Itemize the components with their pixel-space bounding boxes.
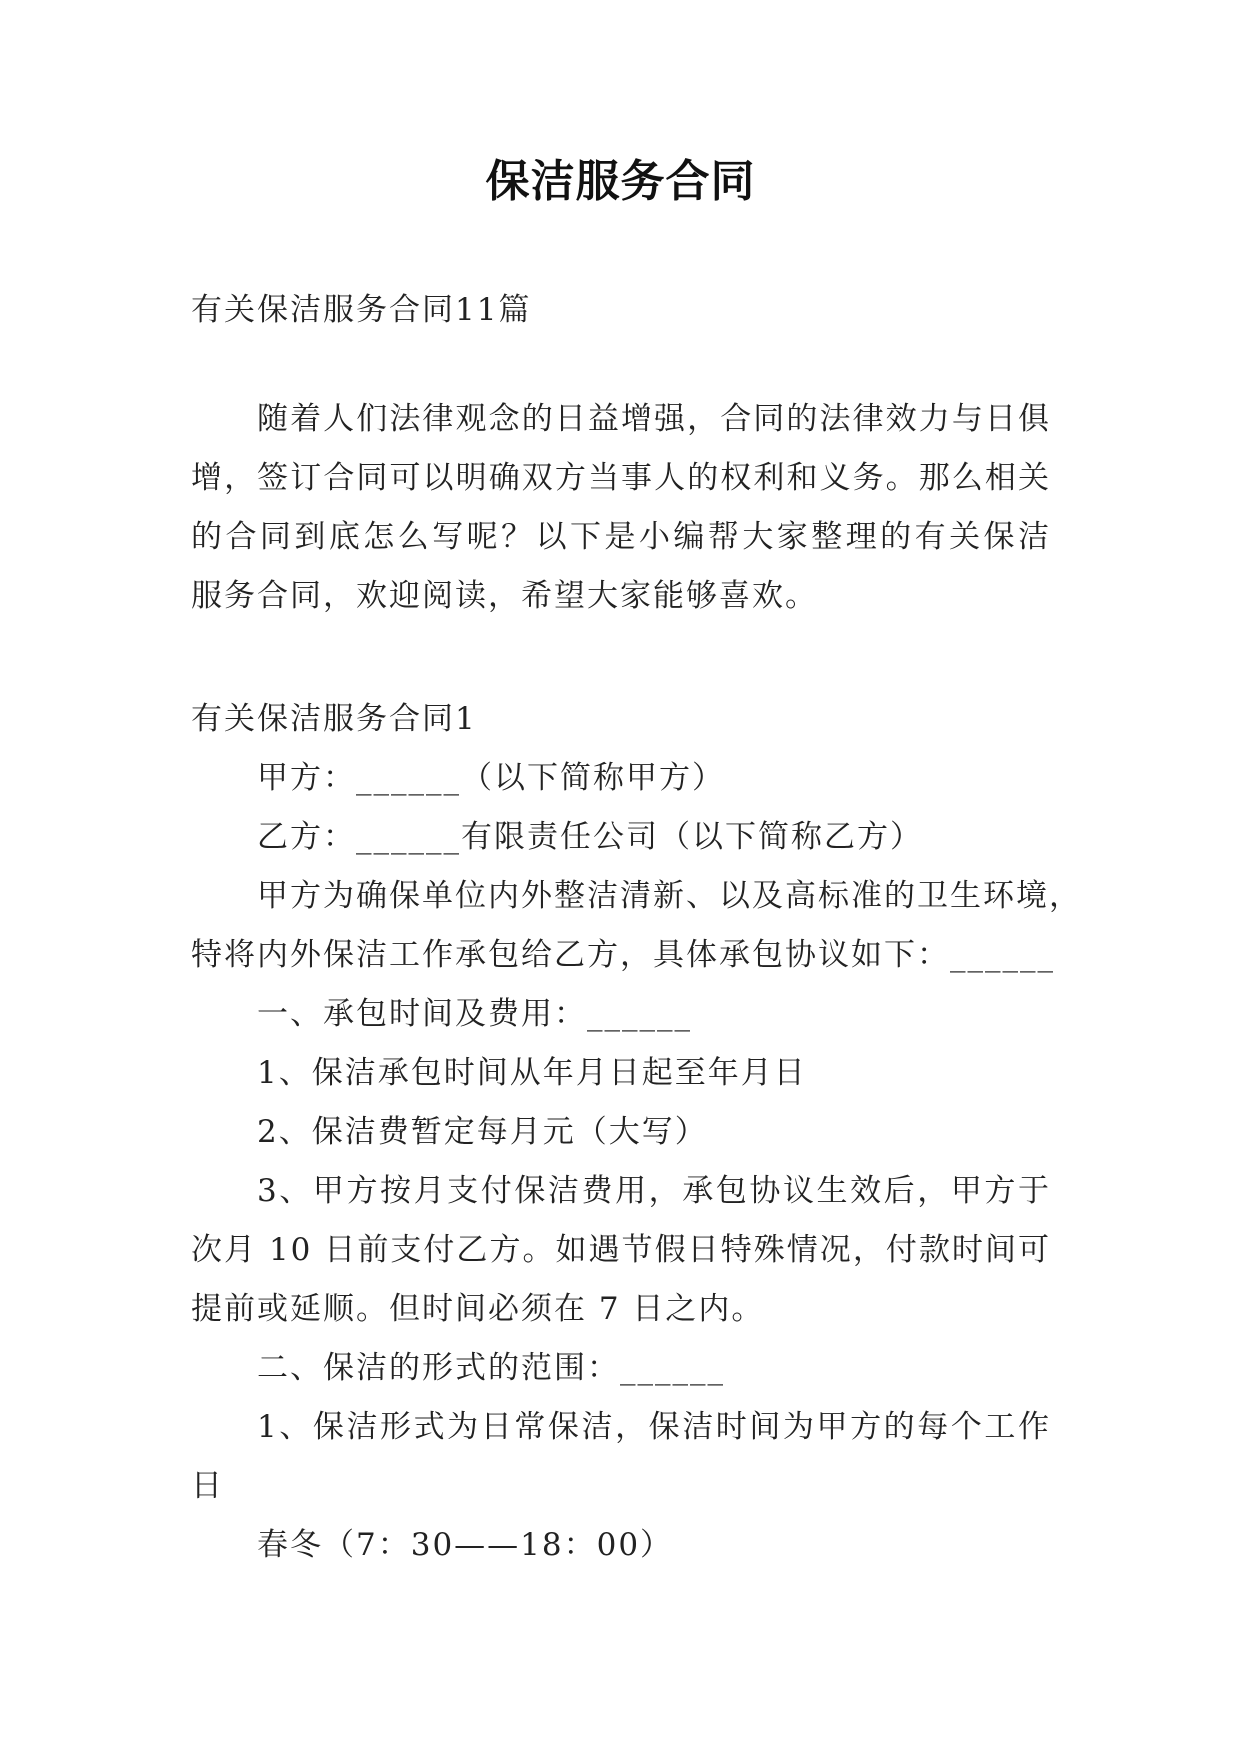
party-b-line: 乙方：______有限责任公司（以下简称乙方） — [257, 819, 923, 855]
intro-line-3: 的合同到底怎么写呢？以下是小编帮大家整理的有关保洁 — [191, 519, 1051, 555]
intro-line-2: 增，签订合同可以明确双方当事人的权利和义务。那么相关 — [191, 460, 1051, 496]
article-2-item-1-line-2: 日 — [191, 1468, 224, 1504]
document-subtitle: 有关保洁服务合同11篇 — [191, 292, 532, 328]
intro-line-1: 随着人们法律观念的日益增强，合同的法律效力与日俱 — [257, 401, 1051, 437]
article-1-item-1: 1、保洁承包时间从年月日起至年月日 — [257, 1055, 807, 1091]
purpose-line-2: 特将内外保洁工作承包给乙方，具体承包协议如下：______ — [191, 937, 1055, 973]
article-1-item-3-line-1: 3、甲方按月支付保洁费用，承包协议生效后，甲方于 — [257, 1173, 1051, 1209]
article-1-item-2: 2、保洁费暂定每月元（大写） — [257, 1114, 708, 1150]
party-a-line: 甲方：______（以下简称甲方） — [257, 760, 725, 796]
article-1-heading: 一、承包时间及费用：______ — [257, 996, 692, 1032]
section-heading: 有关保洁服务合同1 — [191, 701, 477, 737]
article-1-item-3-line-2: 次月 10 日前支付乙方。如遇节假日特殊情况，付款时间可 — [191, 1232, 1051, 1268]
document-title: 保洁服务合同 — [485, 156, 756, 207]
article-2-schedule: 春冬（7：30——18：00） — [257, 1527, 674, 1563]
article-2-heading: 二、保洁的形式的范围：______ — [257, 1350, 725, 1386]
intro-line-4: 服务合同，欢迎阅读，希望大家能够喜欢。 — [191, 578, 818, 614]
article-1-item-3-line-3: 提前或延顺。但时间必须在 7 日之内。 — [191, 1291, 765, 1327]
article-2-item-1-line-1: 1、保洁形式为日常保洁，保洁时间为甲方的每个工作 — [257, 1409, 1051, 1445]
purpose-line-1: 甲方为确保单位内外整洁清新、以及高标准的卫生环境， — [257, 878, 1082, 914]
